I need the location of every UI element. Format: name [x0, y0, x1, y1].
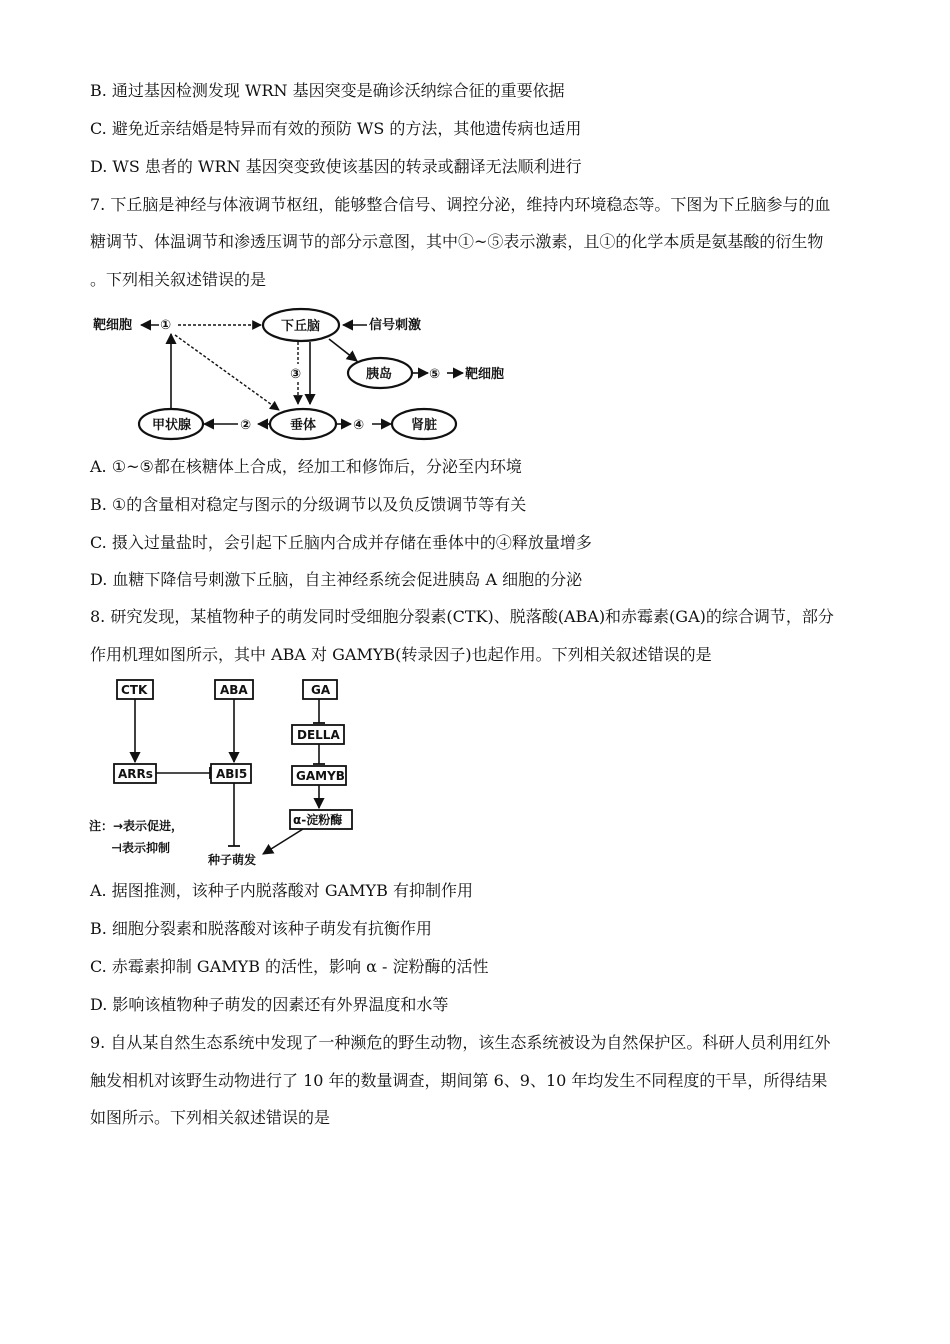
option-d-q6: D. WS 患者的 WRN 基因突变致使该基因的转录或翻译无法顺利进行	[90, 157, 582, 176]
option-b-q6: B. 通过基因检测发现 WRN 基因突变是确诊沃纳综合征的重要依据	[90, 81, 565, 100]
abi5-label: ABI5	[216, 767, 248, 781]
option-d-q8: D. 影响该植物种子萌发的因素还有外界温度和水等	[90, 995, 449, 1014]
hypothalamus-diagram	[85, 298, 525, 446]
gamyb-label: GAMYB	[296, 769, 345, 783]
option-a-q7: A. ①~⑤都在核糖体上合成，经加工和修饰后，分泌至内环境	[90, 457, 522, 476]
option-b-q8: B. 细胞分裂素和脱落酸对该种子萌发有抗衡作用	[90, 919, 432, 938]
question-8-line2: 作用机理如图所示，其中 ABA 对 GAMYB(转录因子)也起作用。下列相关叙述错误的是	[90, 645, 712, 664]
option-c-q7: C. 摄入过量盐时，会引起下丘脑内合成并存储在垂体中的④释放量增多	[90, 533, 592, 552]
target-cell-left-label: 靶细胞	[93, 318, 133, 333]
question-8-line1: 8. 研究发现，某植物种子的萌发同时受细胞分裂素(CTK)、脱落酸(ABA)和赤霉素(GA)的综合调节，部分	[90, 607, 834, 626]
legend-line2: ⊣表示抑制	[111, 841, 170, 855]
question-9-line3: 如图所示。下列相关叙述错误的是	[90, 1108, 331, 1127]
legend-line1: 注：→表示促进，	[89, 819, 184, 833]
hormone-2-label: ②	[240, 418, 252, 433]
option-b-q7: B. ①的含量相对稳定与图示的分级调节以及负反馈调节等有关	[90, 495, 527, 514]
hormone-1-label: ①	[160, 318, 172, 333]
hypothalamus-label: 下丘脑	[281, 319, 321, 334]
kidney-label: 肾脏	[411, 418, 438, 433]
question-7-line2: 糖调节、体温调节和渗透压调节的部分示意图，其中①~⑤表示激素，且①的化学本质是氨基酸的衍生物	[90, 232, 824, 251]
islet-label: 胰岛	[366, 367, 393, 382]
option-c-q8: C. 赤霉素抑制 GAMYB 的活性，影响 α - 淀粉酶的活性	[90, 957, 489, 976]
della-label: DELLA	[297, 728, 340, 742]
germination-label: 种子萌发	[208, 853, 257, 867]
hormone-4-label: ④	[353, 418, 365, 433]
option-a-q8: A. 据图推测，该种子内脱落酸对 GAMYB 有抑制作用	[90, 881, 473, 900]
target-cell-right-label: 靶细胞	[465, 367, 505, 382]
option-c-q6: C. 避免近亲结婚是特异而有效的预防 WS 的方法，其他遗传病也适用	[90, 119, 582, 138]
question-9-line1: 9. 自从某自然生态系统中发现了一种濒危的野生动物，该生态系统被设为自然保护区。科研人员利用红外	[90, 1033, 831, 1052]
ga-label: GA	[311, 683, 331, 697]
pituitary-label: 垂体	[290, 418, 317, 433]
aba-label: ABA	[220, 683, 248, 697]
question-7-line3: 。下列相关叙述错误的是	[90, 270, 267, 289]
hormone-5-label: ⑤	[429, 367, 441, 382]
question-7-line1: 7. 下丘脑是神经与体液调节枢纽，能够整合信号、调控分泌，维持内环境稳态等。下图为下丘脑参与的血	[90, 195, 831, 214]
signal-label: 信号刺激	[369, 318, 422, 333]
option-d-q7: D. 血糖下降信号刺激下丘脑，自主神经系统会促进胰岛 A 细胞的分泌	[90, 570, 583, 589]
question-9-line2: 触发相机对该野生动物进行了 10 年的数量调查，期间第 6、9、10 年均发生不同程度的干旱，所得结果	[90, 1071, 828, 1090]
ctk-label: CTK	[121, 683, 148, 697]
thyroid-label: 甲状腺	[152, 418, 192, 433]
hormone-3-label: ③	[290, 367, 302, 382]
germination-diagram	[85, 676, 375, 872]
arrs-label: ARRs	[118, 767, 153, 781]
amylase-label: α-淀粉酶	[293, 813, 343, 827]
